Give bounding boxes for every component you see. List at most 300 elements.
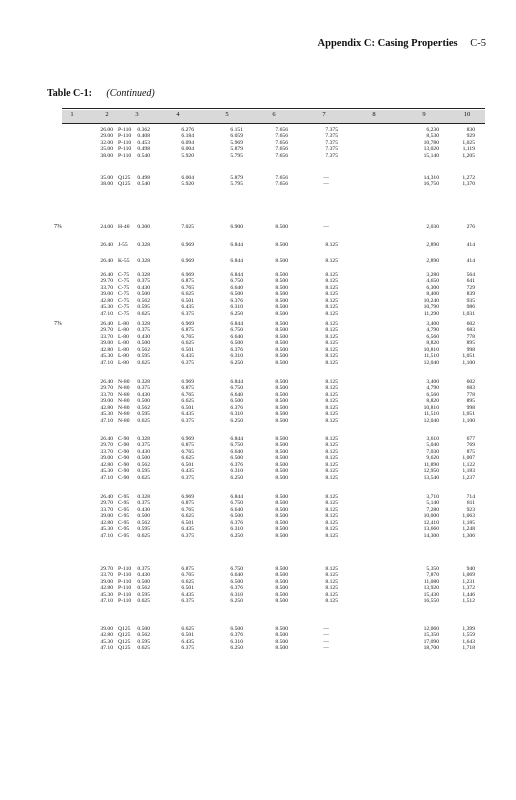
id-cell: 6.375 — [181, 417, 194, 424]
strength-cell: 683 — [466, 327, 475, 334]
collapse-cell: 4,790 — [426, 385, 439, 392]
grade-cell: H-40 — [118, 224, 130, 230]
coupling-od-cell: 8.500 — [275, 304, 288, 311]
column-number: 2 — [105, 111, 109, 118]
table-row — [62, 181, 485, 187]
id-cell: 6.765 — [181, 391, 194, 398]
strength-cell: 414 — [466, 258, 475, 264]
column-number: 3 — [135, 111, 139, 118]
id-cell: 6.625 — [181, 455, 194, 462]
collapse-cell: 8,400 — [426, 291, 439, 298]
id-cell: 6.969 — [181, 272, 194, 278]
coupling-od-cell: 8.500 — [275, 506, 288, 513]
special-clearance-cell: 8.125 — [325, 379, 338, 385]
weight-cell: 42.80 — [100, 519, 113, 526]
collapse-cell: 18,700 — [423, 645, 439, 652]
collapse-cell: 16,550 — [423, 598, 439, 605]
coupling-od-cell: 8.500 — [275, 468, 288, 475]
table-row — [62, 418, 485, 424]
strength-cell: 811 — [466, 500, 475, 507]
grade-cell: C-90 — [118, 436, 130, 442]
coupling-od-cell: 8.500 — [275, 291, 288, 298]
coupling-od-cell: 8.500 — [275, 278, 288, 285]
id-cell: 6.375 — [181, 598, 194, 605]
weight-cell: 33.70 — [100, 506, 113, 513]
weight-cell: 32.00 — [100, 139, 113, 146]
coupling-od-cell: 7.656 — [275, 139, 288, 146]
grade-cell: P-110 — [118, 572, 132, 579]
special-clearance-cell: 8.125 — [325, 494, 338, 500]
wall-cell: 0.430 — [137, 391, 150, 398]
weight-cell: 26.40 — [100, 436, 113, 442]
wall-cell: 0.625 — [137, 310, 150, 317]
wall-cell: 0.408 — [137, 133, 150, 140]
coupling-od-cell: 7.656 — [275, 181, 288, 188]
table-top-rule — [62, 108, 485, 109]
od-size-label: 7⅝ — [54, 224, 62, 230]
special-clearance-cell: 8.125 — [325, 513, 338, 520]
wall-cell: 0.375 — [137, 566, 150, 572]
wall-cell: 0.500 — [137, 513, 150, 520]
special-clearance-cell: 8.125 — [325, 448, 338, 455]
grade-cell: Q125 — [118, 175, 131, 181]
special-clearance-cell: 8.125 — [325, 340, 338, 347]
grade-cell: C-75 — [118, 272, 130, 278]
id-cell: 6.969 — [181, 242, 194, 248]
special-clearance-cell: 8.125 — [325, 436, 338, 442]
strength-cell: 839 — [466, 291, 475, 298]
coupling-od-cell: 8.500 — [275, 297, 288, 304]
row-group — [62, 566, 485, 605]
special-clearance-cell: 8.125 — [325, 566, 338, 572]
strength-cell: 1,237 — [462, 474, 475, 481]
wall-cell: 0.498 — [137, 175, 150, 181]
grade-cell: L-80 — [118, 346, 129, 353]
wall-cell: 0.562 — [137, 346, 150, 353]
drift-cell: 6.310 — [230, 591, 243, 598]
collapse-cell: 3,610 — [426, 436, 439, 442]
weight-cell: 29.00 — [100, 133, 113, 140]
coupling-od-cell: 8.500 — [275, 411, 288, 418]
drift-cell: 6.750 — [230, 385, 243, 392]
drift-cell: 6.376 — [230, 297, 243, 304]
wall-cell: 0.328 — [137, 436, 150, 442]
collapse-cell: 4,650 — [426, 278, 439, 285]
id-cell: 6.969 — [181, 321, 194, 327]
grade-cell: N-80 — [118, 417, 130, 424]
strength-cell: 276 — [466, 224, 475, 230]
id-cell: 6.875 — [181, 278, 194, 285]
id-cell: 6.875 — [181, 566, 194, 572]
strength-cell: 729 — [466, 284, 475, 291]
special-clearance-cell: 8.125 — [325, 272, 338, 278]
grade-cell: C-90 — [118, 468, 130, 475]
wall-cell: 0.625 — [137, 645, 150, 652]
weight-cell: 39.00 — [100, 455, 113, 462]
coupling-od-cell: 8.500 — [275, 310, 288, 317]
coupling-od-cell: 8.500 — [275, 404, 288, 411]
table-row — [62, 311, 485, 317]
collapse-cell: 3,400 — [426, 321, 439, 327]
id-cell: 6.435 — [181, 353, 194, 360]
coupling-od-cell: 8.500 — [275, 346, 288, 353]
grade-cell: C-90 — [118, 461, 130, 468]
drift-cell: 5.795 — [230, 181, 243, 188]
id-cell: 6.625 — [181, 398, 194, 405]
special-clearance-cell: 8.125 — [325, 461, 338, 468]
weight-cell: 33.70 — [100, 448, 113, 455]
id-cell: 6.501 — [181, 585, 194, 592]
strength-cell: 1,306 — [462, 532, 475, 539]
weight-cell: 47.10 — [100, 359, 113, 366]
wall-cell: 0.500 — [137, 455, 150, 462]
strength-cell: 986 — [466, 304, 475, 311]
weight-cell: 29.70 — [100, 500, 113, 507]
strength-cell: 940 — [466, 566, 475, 572]
wall-cell: 0.500 — [137, 398, 150, 405]
strength-cell: 1,512 — [462, 598, 475, 605]
column-number: 7 — [322, 111, 326, 118]
grade-cell: L-80 — [118, 353, 129, 360]
grade-cell: Q125 — [118, 632, 131, 639]
grade-cell: P-110 — [118, 152, 132, 159]
wall-cell: 0.500 — [137, 626, 150, 632]
collapse-cell: 6,300 — [426, 284, 439, 291]
coupling-od-cell: 8.500 — [275, 598, 288, 605]
id-cell: 6.375 — [181, 474, 194, 481]
weight-cell: 39.00 — [100, 291, 113, 298]
drift-cell: 6.844 — [230, 242, 243, 248]
strength-cell: 935 — [466, 297, 475, 304]
row-group — [54, 224, 485, 230]
id-cell: 6.435 — [181, 591, 194, 598]
collapse-cell: 13,540 — [423, 474, 439, 481]
wall-cell: 0.562 — [137, 585, 150, 592]
coupling-od-cell: 8.500 — [275, 461, 288, 468]
id-cell: 6.435 — [181, 638, 194, 645]
grade-cell: N-80 — [118, 379, 130, 385]
strength-cell: 677 — [466, 436, 475, 442]
grade-cell: P-110 — [118, 146, 132, 153]
grade-cell: C-75 — [118, 297, 130, 304]
strength-cell: 1,205 — [462, 152, 475, 159]
weight-cell: 47.10 — [100, 474, 113, 481]
wall-cell: 0.595 — [137, 526, 150, 533]
id-cell: 6.435 — [181, 304, 194, 311]
strength-cell: 1,007 — [462, 455, 475, 462]
table-row — [62, 242, 485, 248]
grade-cell: N-80 — [118, 411, 130, 418]
weight-cell: 39.00 — [100, 578, 113, 585]
weight-cell: 47.10 — [100, 532, 113, 539]
id-cell: 6.969 — [181, 494, 194, 500]
collapse-cell: 14,300 — [423, 532, 439, 539]
coupling-od-cell: 8.500 — [275, 442, 288, 449]
collapse-cell: 11,510 — [423, 411, 439, 418]
coupling-od-cell: 8.500 — [275, 566, 288, 572]
wall-cell: 0.625 — [137, 532, 150, 539]
coupling-od-cell: 8.500 — [275, 224, 288, 230]
strength-cell: 778 — [466, 391, 475, 398]
special-clearance-cell: 8.125 — [325, 591, 338, 598]
special-clearance-cell: 8.125 — [325, 598, 338, 605]
wall-cell: 0.540 — [137, 181, 150, 188]
wall-cell: 0.595 — [137, 591, 150, 598]
strength-cell: 1,100 — [462, 417, 475, 424]
wall-cell: 0.430 — [137, 572, 150, 579]
column-number: 10 — [463, 111, 471, 118]
wall-cell: 0.430 — [137, 506, 150, 513]
weight-cell: 35.00 — [100, 175, 113, 181]
row-group — [62, 242, 485, 248]
special-clearance-cell: 8.125 — [325, 474, 338, 481]
special-clearance-cell: 8.125 — [325, 526, 338, 533]
weight-cell: 39.00 — [100, 340, 113, 347]
collapse-cell: 8,820 — [426, 398, 439, 405]
row-group — [62, 494, 485, 539]
wall-cell: 0.375 — [137, 385, 150, 392]
strength-cell: 929 — [466, 133, 475, 140]
collapse-cell: 4,790 — [426, 327, 439, 334]
coupling-od-cell: 8.500 — [275, 578, 288, 585]
id-cell: 6.501 — [181, 297, 194, 304]
column-number: 5 — [225, 111, 229, 118]
weight-cell: 33.70 — [100, 284, 113, 291]
weight-cell: 26.40 — [100, 242, 113, 248]
collapse-cell: 5,350 — [426, 566, 439, 572]
drift-cell: 6.500 — [230, 398, 243, 405]
column-number: 9 — [422, 111, 426, 118]
collapse-cell: 17,090 — [423, 638, 439, 645]
collapse-cell: 12,950 — [423, 468, 439, 475]
id-cell: 5.920 — [181, 181, 194, 188]
grade-cell: C-90 — [118, 448, 130, 455]
id-cell: 6.501 — [181, 346, 194, 353]
wall-cell: 0.362 — [137, 127, 150, 133]
collapse-cell: 11,080 — [423, 578, 439, 585]
weight-cell: 42.80 — [100, 461, 113, 468]
weight-cell: 26.40 — [100, 258, 113, 264]
id-cell: 6.765 — [181, 506, 194, 513]
strength-cell: 414 — [466, 242, 475, 248]
grade-cell: L-80 — [118, 321, 129, 327]
id-cell: 6.375 — [181, 645, 194, 652]
table-label: Table C-1: — [47, 88, 92, 99]
wall-cell: 0.375 — [137, 327, 150, 334]
grade-cell: P-110 — [118, 591, 132, 598]
id-cell: 6.004 — [181, 146, 194, 153]
weight-cell: 45.30 — [100, 411, 113, 418]
coupling-od-cell: 8.500 — [275, 645, 288, 652]
id-cell: 6.875 — [181, 385, 194, 392]
collapse-cell: 11,290 — [423, 310, 439, 317]
weight-cell: 42.80 — [100, 404, 113, 411]
id-cell: 6.435 — [181, 526, 194, 533]
grade-cell: C-75 — [118, 310, 130, 317]
id-cell: 6.375 — [181, 310, 194, 317]
strength-cell: 1,183 — [462, 468, 475, 475]
drift-cell: 6.750 — [230, 442, 243, 449]
weight-cell: 42.80 — [100, 346, 113, 353]
strength-cell: 778 — [466, 333, 475, 340]
coupling-od-cell: 8.500 — [275, 494, 288, 500]
weight-cell: 29.70 — [100, 442, 113, 449]
grade-cell: C-90 — [118, 442, 130, 449]
id-cell: 6.625 — [181, 626, 194, 632]
drift-cell: 6.640 — [230, 506, 243, 513]
coupling-od-cell: 8.500 — [275, 632, 288, 639]
column-number: 1 — [70, 111, 74, 118]
weight-cell: 24.00 — [100, 224, 113, 230]
special-clearance-cell: 8.125 — [325, 258, 338, 264]
drift-cell: 6.310 — [230, 304, 243, 311]
coupling-od-cell: 8.500 — [275, 591, 288, 598]
table-row — [62, 475, 485, 481]
id-cell: 6.969 — [181, 379, 194, 385]
drift-cell: 5.879 — [230, 175, 243, 181]
collapse-cell: 2,890 — [426, 242, 439, 248]
table-row — [62, 533, 485, 539]
collapse-cell: 5,040 — [426, 442, 439, 449]
grade-cell: L-80 — [118, 359, 129, 366]
id-cell: 6.625 — [181, 291, 194, 298]
collapse-cell: 7,030 — [426, 448, 439, 455]
wall-cell: 0.328 — [137, 494, 150, 500]
strength-cell: 1,025 — [462, 139, 475, 146]
collapse-cell: 3,400 — [426, 379, 439, 385]
special-clearance-cell: — — [323, 638, 329, 645]
table-continued-note: (Continued) — [106, 88, 155, 99]
drift-cell: 6.250 — [230, 417, 243, 424]
coupling-od-cell: 8.500 — [275, 519, 288, 526]
collapse-cell: 5,140 — [426, 500, 439, 507]
special-clearance-cell: 8.125 — [325, 585, 338, 592]
collapse-cell: 7,280 — [426, 506, 439, 513]
id-cell: 6.276 — [181, 127, 194, 133]
strength-cell: 1,643 — [462, 638, 475, 645]
special-clearance-cell: 8.125 — [325, 442, 338, 449]
weight-cell: 33.70 — [100, 391, 113, 398]
grade-cell: Q125 — [118, 626, 131, 632]
drift-cell: 6.310 — [230, 638, 243, 645]
weight-cell: 33.70 — [100, 572, 113, 579]
id-cell: 6.501 — [181, 461, 194, 468]
table-row — [62, 224, 485, 230]
coupling-od-cell: 8.500 — [275, 572, 288, 579]
wall-cell: 0.328 — [137, 258, 150, 264]
drift-cell: 6.500 — [230, 455, 243, 462]
grade-cell: P-110 — [118, 133, 132, 140]
wall-cell: 0.625 — [137, 417, 150, 424]
grade-cell: L-80 — [118, 327, 129, 334]
wall-cell: 0.375 — [137, 442, 150, 449]
drift-cell: 6.376 — [230, 461, 243, 468]
collapse-cell: 11,890 — [423, 461, 439, 468]
grade-cell: C-95 — [118, 513, 130, 520]
weight-cell: 45.30 — [100, 526, 113, 533]
row-group — [62, 379, 485, 424]
grade-cell: C-75 — [118, 291, 130, 298]
strength-cell: 602 — [466, 321, 475, 327]
grade-cell: L-80 — [118, 340, 129, 347]
coupling-od-cell: 8.500 — [275, 455, 288, 462]
strength-cell: 1,063 — [462, 513, 475, 520]
wall-cell: 0.625 — [137, 474, 150, 481]
coupling-od-cell: 8.500 — [275, 340, 288, 347]
weight-cell: 45.30 — [100, 304, 113, 311]
table-row — [62, 645, 485, 651]
weight-cell: 35.00 — [100, 146, 113, 153]
id-cell: 6.435 — [181, 468, 194, 475]
grade-cell: N-80 — [118, 391, 130, 398]
drift-cell: 6.250 — [230, 645, 243, 652]
row-group — [62, 272, 485, 317]
strength-cell: 1,446 — [462, 591, 475, 598]
coupling-od-cell: 8.500 — [275, 284, 288, 291]
collapse-cell: 6,230 — [426, 127, 439, 133]
coupling-od-cell: 8.500 — [275, 417, 288, 424]
strength-cell: 875 — [466, 448, 475, 455]
wall-cell: 0.595 — [137, 411, 150, 418]
grade-cell: C-75 — [118, 278, 130, 285]
wall-cell: 0.595 — [137, 353, 150, 360]
strength-cell: 602 — [466, 379, 475, 385]
drift-cell: 6.376 — [230, 404, 243, 411]
special-clearance-cell: 8.125 — [325, 346, 338, 353]
grade-cell: Q125 — [118, 645, 131, 652]
weight-cell: 42.80 — [100, 632, 113, 639]
collapse-cell: 2,890 — [426, 258, 439, 264]
coupling-od-cell: 8.500 — [275, 242, 288, 248]
column-number: 8 — [372, 111, 376, 118]
wall-cell: 0.430 — [137, 448, 150, 455]
special-clearance-cell: 8.125 — [325, 333, 338, 340]
header-title: Appendix C: Casing Properties — [317, 38, 458, 49]
collapse-cell: 6,560 — [426, 333, 439, 340]
id-cell: 6.969 — [181, 436, 194, 442]
row-group — [62, 258, 485, 264]
collapse-cell: 2,030 — [426, 224, 439, 230]
drift-cell: 6.250 — [230, 532, 243, 539]
wall-cell: 0.430 — [137, 333, 150, 340]
grade-cell: C-95 — [118, 519, 130, 526]
collapse-cell: 15,430 — [423, 591, 439, 598]
grade-cell: C-95 — [118, 506, 130, 513]
drift-cell: 6.310 — [230, 411, 243, 418]
weight-cell: 39.00 — [100, 398, 113, 405]
strength-cell: 1,399 — [462, 626, 475, 632]
row-group — [62, 127, 485, 159]
special-clearance-cell: — — [323, 626, 329, 632]
wall-cell: 0.500 — [137, 291, 150, 298]
id-cell: 6.625 — [181, 340, 194, 347]
collapse-cell: 15,350 — [423, 632, 439, 639]
wall-cell: 0.328 — [137, 272, 150, 278]
weight-cell: 38.00 — [100, 181, 113, 188]
special-clearance-cell: 7.375 — [325, 139, 338, 146]
id-cell: 6.625 — [181, 513, 194, 520]
weight-cell: 29.70 — [100, 385, 113, 392]
weight-cell: 47.10 — [100, 645, 113, 652]
drift-cell: 6.250 — [230, 474, 243, 481]
coupling-od-cell: 8.500 — [275, 333, 288, 340]
drift-cell: 6.844 — [230, 379, 243, 385]
coupling-od-cell: 8.500 — [275, 258, 288, 264]
coupling-od-cell: 7.656 — [275, 133, 288, 140]
id-cell: 6.875 — [181, 500, 194, 507]
strength-cell: 998 — [466, 404, 475, 411]
drift-cell: 6.376 — [230, 519, 243, 526]
